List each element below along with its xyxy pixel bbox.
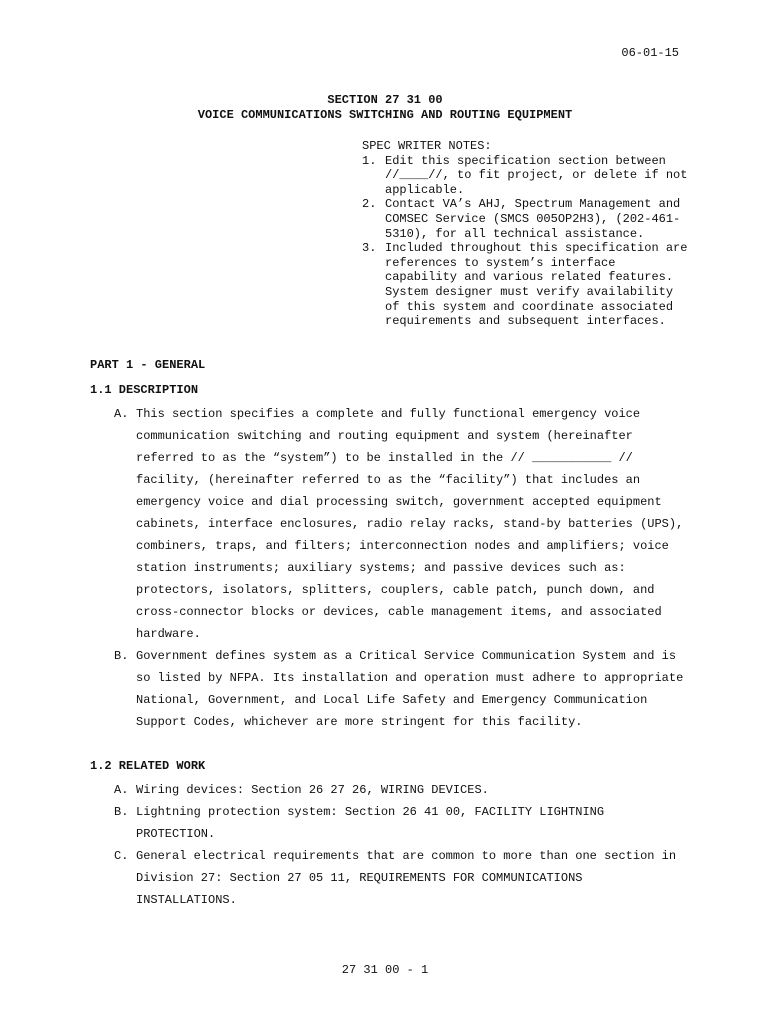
spec-note-number: 3. [362, 241, 377, 256]
item-text: General electrical requirements that are common to more than one section in Division 27: Section 27 05 11, REQUIREMENTS FOR COMMUNICATIONS INSTALLATIONS. [136, 849, 677, 907]
description-item-b [114, 645, 684, 733]
spec-notes-list [362, 154, 692, 329]
spec-note-text: Contact VA’s AHJ, Spectrum Management and COMSEC Service (SMCS 005OP2H3), (202-461-5310), for all technical assistance. [385, 197, 681, 241]
section-heading [0, 93, 770, 123]
item-letter: B. [114, 649, 129, 663]
item-letter: C. [114, 849, 129, 863]
description-heading: 1.1 DESCRIPTION [90, 383, 199, 397]
item-letter: A. [114, 407, 129, 421]
page-footer: 27 31 00 - 1 [341, 963, 429, 977]
spec-note-item [362, 197, 692, 241]
item-text: Wiring devices: Section 26 27 26, WIRING DEVICES. [136, 783, 489, 797]
spec-note-text: Included throughout this specification are references to system’s interface capability and various related features. System designer must verify availability of this system and coordinate associated requirements and subsequent interfaces. [385, 241, 688, 329]
item-letter: A. [114, 783, 129, 797]
spec-note-item [362, 154, 692, 198]
section-number: SECTION 27 31 00 [327, 93, 443, 107]
header-date: 06-01-15 [621, 46, 679, 60]
spec-note-number: 1. [362, 153, 377, 168]
item-text: Lightning protection system: Section 26 41 00, FACILITY LIGHTNING PROTECTION. [136, 805, 605, 841]
description-item-a [114, 403, 684, 645]
part-heading: PART 1 - GENERAL [90, 358, 206, 372]
item-text: Government defines system as a Critical Service Communication System and is so listed by NFPA. Its installation and operation must adhere to appropriate National, Government, and Local Life Safety and Emergency Communication Support Codes, whichever are more stringent for this facility. [136, 649, 684, 729]
related-item-b [114, 801, 684, 845]
spec-note-item [362, 241, 692, 329]
section-title: VOICE COMMUNICATIONS SWITCHING AND ROUTING EQUIPMENT [197, 108, 573, 122]
related-item-a [114, 779, 684, 801]
related-item-c [114, 845, 684, 911]
spec-note-number: 2. [362, 197, 377, 212]
spec-notes-title: SPEC WRITER NOTES: [362, 139, 492, 153]
spec-note-text: Edit this specification section between //____//, to fit project, or delete if not applicable. [385, 153, 688, 197]
related-work-heading: 1.2 RELATED WORK [90, 759, 206, 773]
spec-writer-notes [362, 139, 692, 329]
item-text: This section specifies a complete and fully functional emergency voice communication switching and routing equipment and system (hereinafter referred to as the “system”) to be installed in the // ___________ // facility, (hereinafter referred to as the “facility”) that includes an emergency voice and dial processing switch, government accepted equipment cabinets, interface enclosures, radio relay racks, stand-by batteries (UPS), combiners, traps, and filters; interconnection nodes and amplifiers; voice station instruments; auxiliary systems; and passive devices such as: protectors, isolators, splitters, couplers, cable patch, punch down, and cross-connector blocks or devices, cable management items, and associated hardware. [136, 407, 684, 641]
item-letter: B. [114, 805, 129, 819]
